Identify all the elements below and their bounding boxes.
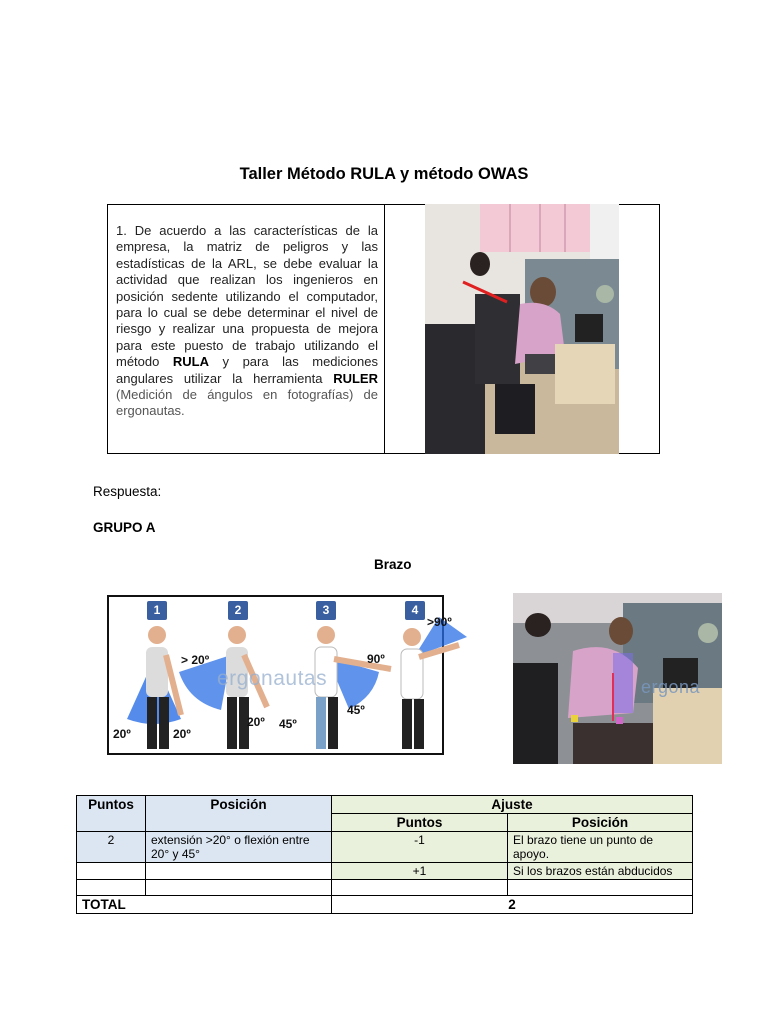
intro-text xyxy=(116,223,378,420)
position-badge-4: 4 xyxy=(405,601,425,620)
intro-part-2: y para las mediciones angulares utilizar la herramienta xyxy=(116,354,378,386)
angle-label: 45º xyxy=(279,717,297,731)
position-badge-2: 2 xyxy=(228,601,248,620)
rula-score-table xyxy=(76,795,693,914)
angle-label: >90º xyxy=(427,615,452,629)
total-label: TOTAL xyxy=(77,896,332,914)
angle-label: 45º xyxy=(347,703,365,717)
header-ajuste-puntos: Puntos xyxy=(332,814,508,832)
grupo-a-heading: GRUPO A xyxy=(93,520,156,535)
header-ajuste-posicion: Posición xyxy=(508,814,693,832)
ergonautas-watermark: ergona xyxy=(641,677,701,697)
total-value: 2 xyxy=(332,896,693,914)
brazo-heading: Brazo xyxy=(374,557,412,572)
position-badge-3: 3 xyxy=(316,601,336,620)
angle-measurement-photo xyxy=(513,593,722,764)
row3-ajuste-posicion xyxy=(508,880,693,896)
angle-label: 90º xyxy=(367,652,385,666)
intro-divider xyxy=(384,205,385,453)
row1-ajuste-posicion: El brazo tiene un punto de apoyo. xyxy=(508,832,693,863)
intro-part-3: (Medición de ángulos en fotografías) de ergonautas. xyxy=(116,387,378,419)
header-puntos: Puntos xyxy=(77,796,146,832)
ergonautas-watermark: ergonautas xyxy=(217,667,328,690)
document-title: Taller Método RULA y método OWAS xyxy=(239,165,529,183)
header-ajuste: Ajuste xyxy=(332,796,693,814)
row2-ajuste-puntos: +1 xyxy=(332,863,508,880)
arm-position-figure xyxy=(107,595,452,755)
row1-ajuste-puntos: -1 xyxy=(332,832,508,863)
row2-posicion xyxy=(146,863,332,880)
row3-posicion xyxy=(146,880,332,896)
office-photo xyxy=(425,204,619,454)
header-posicion: Posición xyxy=(146,796,332,832)
respuesta-label: Respuesta: xyxy=(93,484,162,499)
intro-part-1: 1. De acuerdo a las características de la empresa, la matriz de peligros y las estadísticas de la ARL, se debe evaluar la actividad que realizan los ingenieros en posición sedente utilizando el computador, para lo cual se debe determinar el nivel de riesgo y realizar una propuesta de mejora para este puesto de trabajo utilizando el método xyxy=(116,223,378,370)
row2-ajuste-posicion: Si los brazos están abducidos xyxy=(508,863,693,880)
intro-bold-ruler: RULER xyxy=(333,370,378,386)
angle-label: > 20º xyxy=(181,653,210,667)
angle-label: 20º xyxy=(247,715,265,729)
row3-ajuste-puntos xyxy=(332,880,508,896)
position-badge-1: 1 xyxy=(147,601,167,620)
angle-label: 20º xyxy=(113,727,131,741)
row1-posicion: extensión >20° o flexión entre 20° y 45° xyxy=(146,832,332,863)
row2-puntos xyxy=(77,863,146,880)
intro-bold-rula: RULA xyxy=(172,354,210,370)
row1-puntos: 2 xyxy=(77,832,146,863)
angle-label: 20º xyxy=(173,727,191,741)
row3-puntos xyxy=(77,880,146,896)
